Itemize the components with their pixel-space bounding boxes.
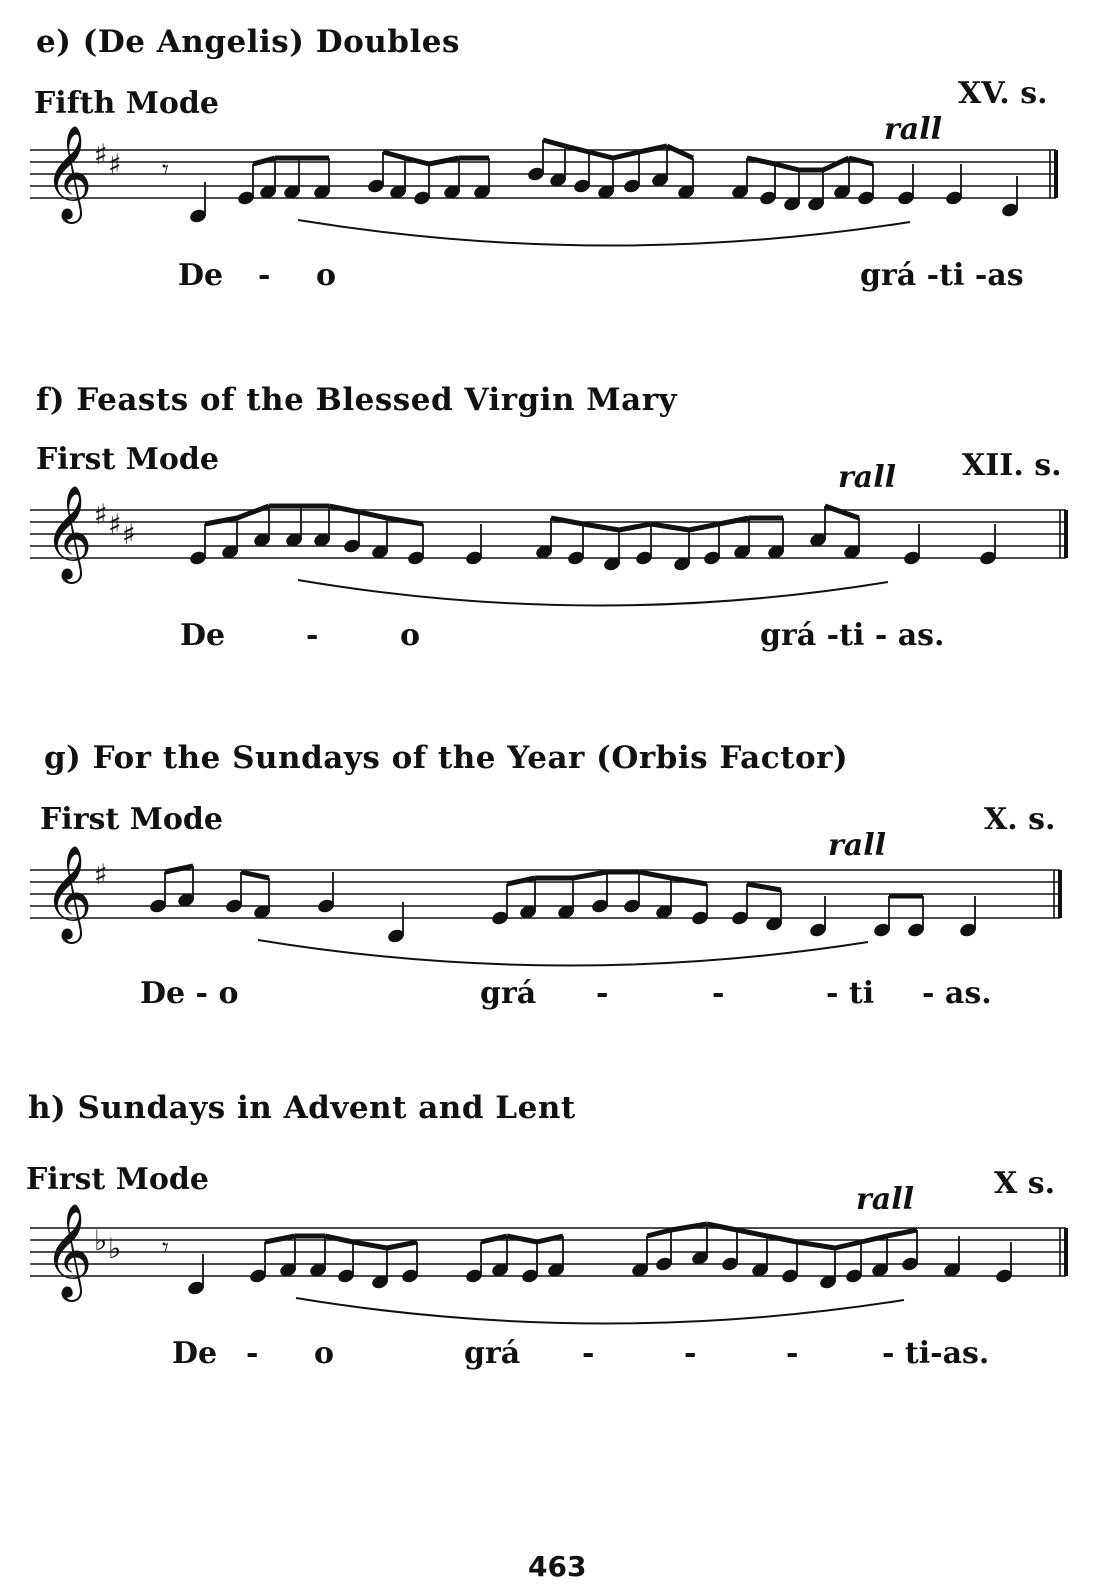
lyric-syllable: De — [180, 618, 226, 653]
note-beam — [481, 1236, 507, 1242]
note-beam — [825, 506, 859, 518]
lyric-syllable: - — [582, 1336, 595, 1371]
note-beam — [667, 146, 693, 158]
mode-label: Fifth Mode — [34, 86, 219, 121]
treble-clef-icon: 𝄞 — [44, 485, 93, 580]
lyric-syllable: grá — [480, 976, 537, 1011]
note-beam — [707, 1224, 737, 1230]
lyric-syllable: De — [172, 1336, 218, 1371]
treble-clef-icon: 𝄞 — [44, 1203, 93, 1298]
lyric-syllable: grá -ti -as — [860, 258, 1024, 293]
rall-marking: rall — [828, 828, 887, 863]
flat-icon: ♭ — [94, 1224, 108, 1257]
lyric-syllable: De - o — [140, 976, 239, 1011]
rall-marking: rall — [856, 1182, 915, 1217]
section-heading: g) For the Sundays of the Year (Orbis Factor) — [44, 740, 849, 776]
note-beam — [537, 1236, 563, 1242]
note-beam — [797, 1242, 835, 1248]
slur — [298, 580, 888, 606]
note-beam — [619, 524, 651, 530]
sharp-icon: ♯ — [122, 518, 136, 551]
lyric-syllable: - — [712, 976, 725, 1011]
lyric-syllable: - ti-as. — [882, 1336, 990, 1371]
lyric-syllable: grá -ti - as. — [760, 618, 945, 653]
lyric-syllable: o — [316, 258, 337, 293]
note-beam — [639, 146, 667, 152]
rall-marking: rall — [838, 460, 897, 495]
note-beam — [253, 158, 275, 164]
lyric-syllable: o — [314, 1336, 335, 1371]
sharp-icon: ♯ — [94, 138, 108, 171]
note-beam — [613, 152, 639, 158]
section-heading: f) Feasts of the Blessed Virgin Mary — [36, 382, 678, 418]
note-beam — [861, 1236, 887, 1242]
section-f — [0, 370, 1106, 690]
note-beam — [265, 1236, 295, 1242]
sharp-icon: ♯ — [94, 858, 108, 891]
note-beam — [551, 518, 583, 524]
lyric-syllable: - as. — [922, 976, 992, 1011]
mode-label: First Mode — [36, 442, 219, 477]
note-beam — [767, 1236, 797, 1242]
note-beam — [671, 878, 707, 884]
note-beam — [387, 1242, 417, 1248]
note-beam — [573, 872, 607, 878]
century-label: XV. s. — [958, 76, 1048, 111]
sharp-icon: ♯ — [108, 508, 122, 541]
note-beam — [589, 152, 613, 158]
page-number: 463 — [528, 1550, 587, 1583]
lyric-syllable: - ti — [826, 976, 875, 1011]
note-beam — [639, 872, 671, 878]
sharp-icon: ♯ — [94, 498, 108, 531]
note-beam — [849, 158, 873, 164]
note-beam — [237, 506, 269, 518]
note-beam — [775, 164, 799, 170]
section-e — [0, 0, 1106, 330]
note-beam — [507, 1236, 537, 1242]
eighth-rest-icon: 𝄾 — [162, 1233, 169, 1263]
note-beam — [543, 140, 565, 146]
section-heading: e) (De Angelis) Doubles — [36, 24, 460, 60]
note-beam — [383, 152, 405, 158]
note-beam — [405, 158, 429, 164]
note-beam — [835, 1242, 861, 1248]
lyric-syllable: - — [258, 258, 271, 293]
note-beam — [507, 878, 535, 884]
note-beam — [387, 518, 423, 524]
note-beam — [241, 872, 269, 878]
rall-marking: rall — [884, 112, 943, 147]
treble-clef-icon: 𝄞 — [44, 125, 93, 220]
century-label: X. s. — [984, 802, 1056, 837]
sharp-icon: ♯ — [108, 148, 122, 181]
note-beam — [429, 158, 459, 164]
section-heading: h) Sundays in Advent and Lent — [28, 1090, 576, 1126]
section-g — [0, 730, 1106, 1050]
century-label: X s. — [994, 1166, 1056, 1201]
lyric-syllable: - — [306, 618, 319, 653]
mode-label: First Mode — [26, 1162, 209, 1197]
eighth-rest-icon: 𝄾 — [162, 155, 169, 185]
note-beam — [651, 524, 689, 530]
lyric-syllable: - — [684, 1336, 697, 1371]
note-beam — [719, 518, 749, 524]
note-beam — [689, 524, 719, 530]
note-beam — [165, 866, 193, 872]
century-label: XII. s. — [962, 448, 1062, 483]
lyric-syllable: De — [178, 258, 224, 293]
note-beam — [737, 1230, 767, 1236]
flat-icon: ♭ — [108, 1232, 122, 1265]
lyric-syllable: - — [596, 976, 609, 1011]
note-beam — [823, 158, 849, 170]
note-beam — [747, 884, 781, 890]
section-h — [0, 1090, 1106, 1410]
slur — [298, 220, 910, 246]
note-beam — [205, 518, 237, 524]
note-beam — [329, 506, 359, 512]
note-beam — [325, 1236, 353, 1242]
note-beam — [647, 1230, 671, 1236]
lyric-syllable: - — [786, 1336, 799, 1371]
note-beam — [359, 512, 387, 518]
slur — [296, 1298, 904, 1324]
note-beam — [671, 1224, 707, 1230]
note-beam — [887, 1230, 917, 1236]
note-beam — [353, 1242, 387, 1248]
lyric-syllable: o — [400, 618, 421, 653]
note-beam — [747, 158, 775, 164]
note-beam — [565, 146, 589, 152]
treble-clef-icon: 𝄞 — [44, 845, 93, 940]
lyric-syllable: - — [246, 1336, 259, 1371]
note-beam — [583, 524, 619, 530]
lyric-syllable: grá — [464, 1336, 521, 1371]
slur — [258, 940, 868, 966]
mode-label: First Mode — [40, 802, 223, 837]
